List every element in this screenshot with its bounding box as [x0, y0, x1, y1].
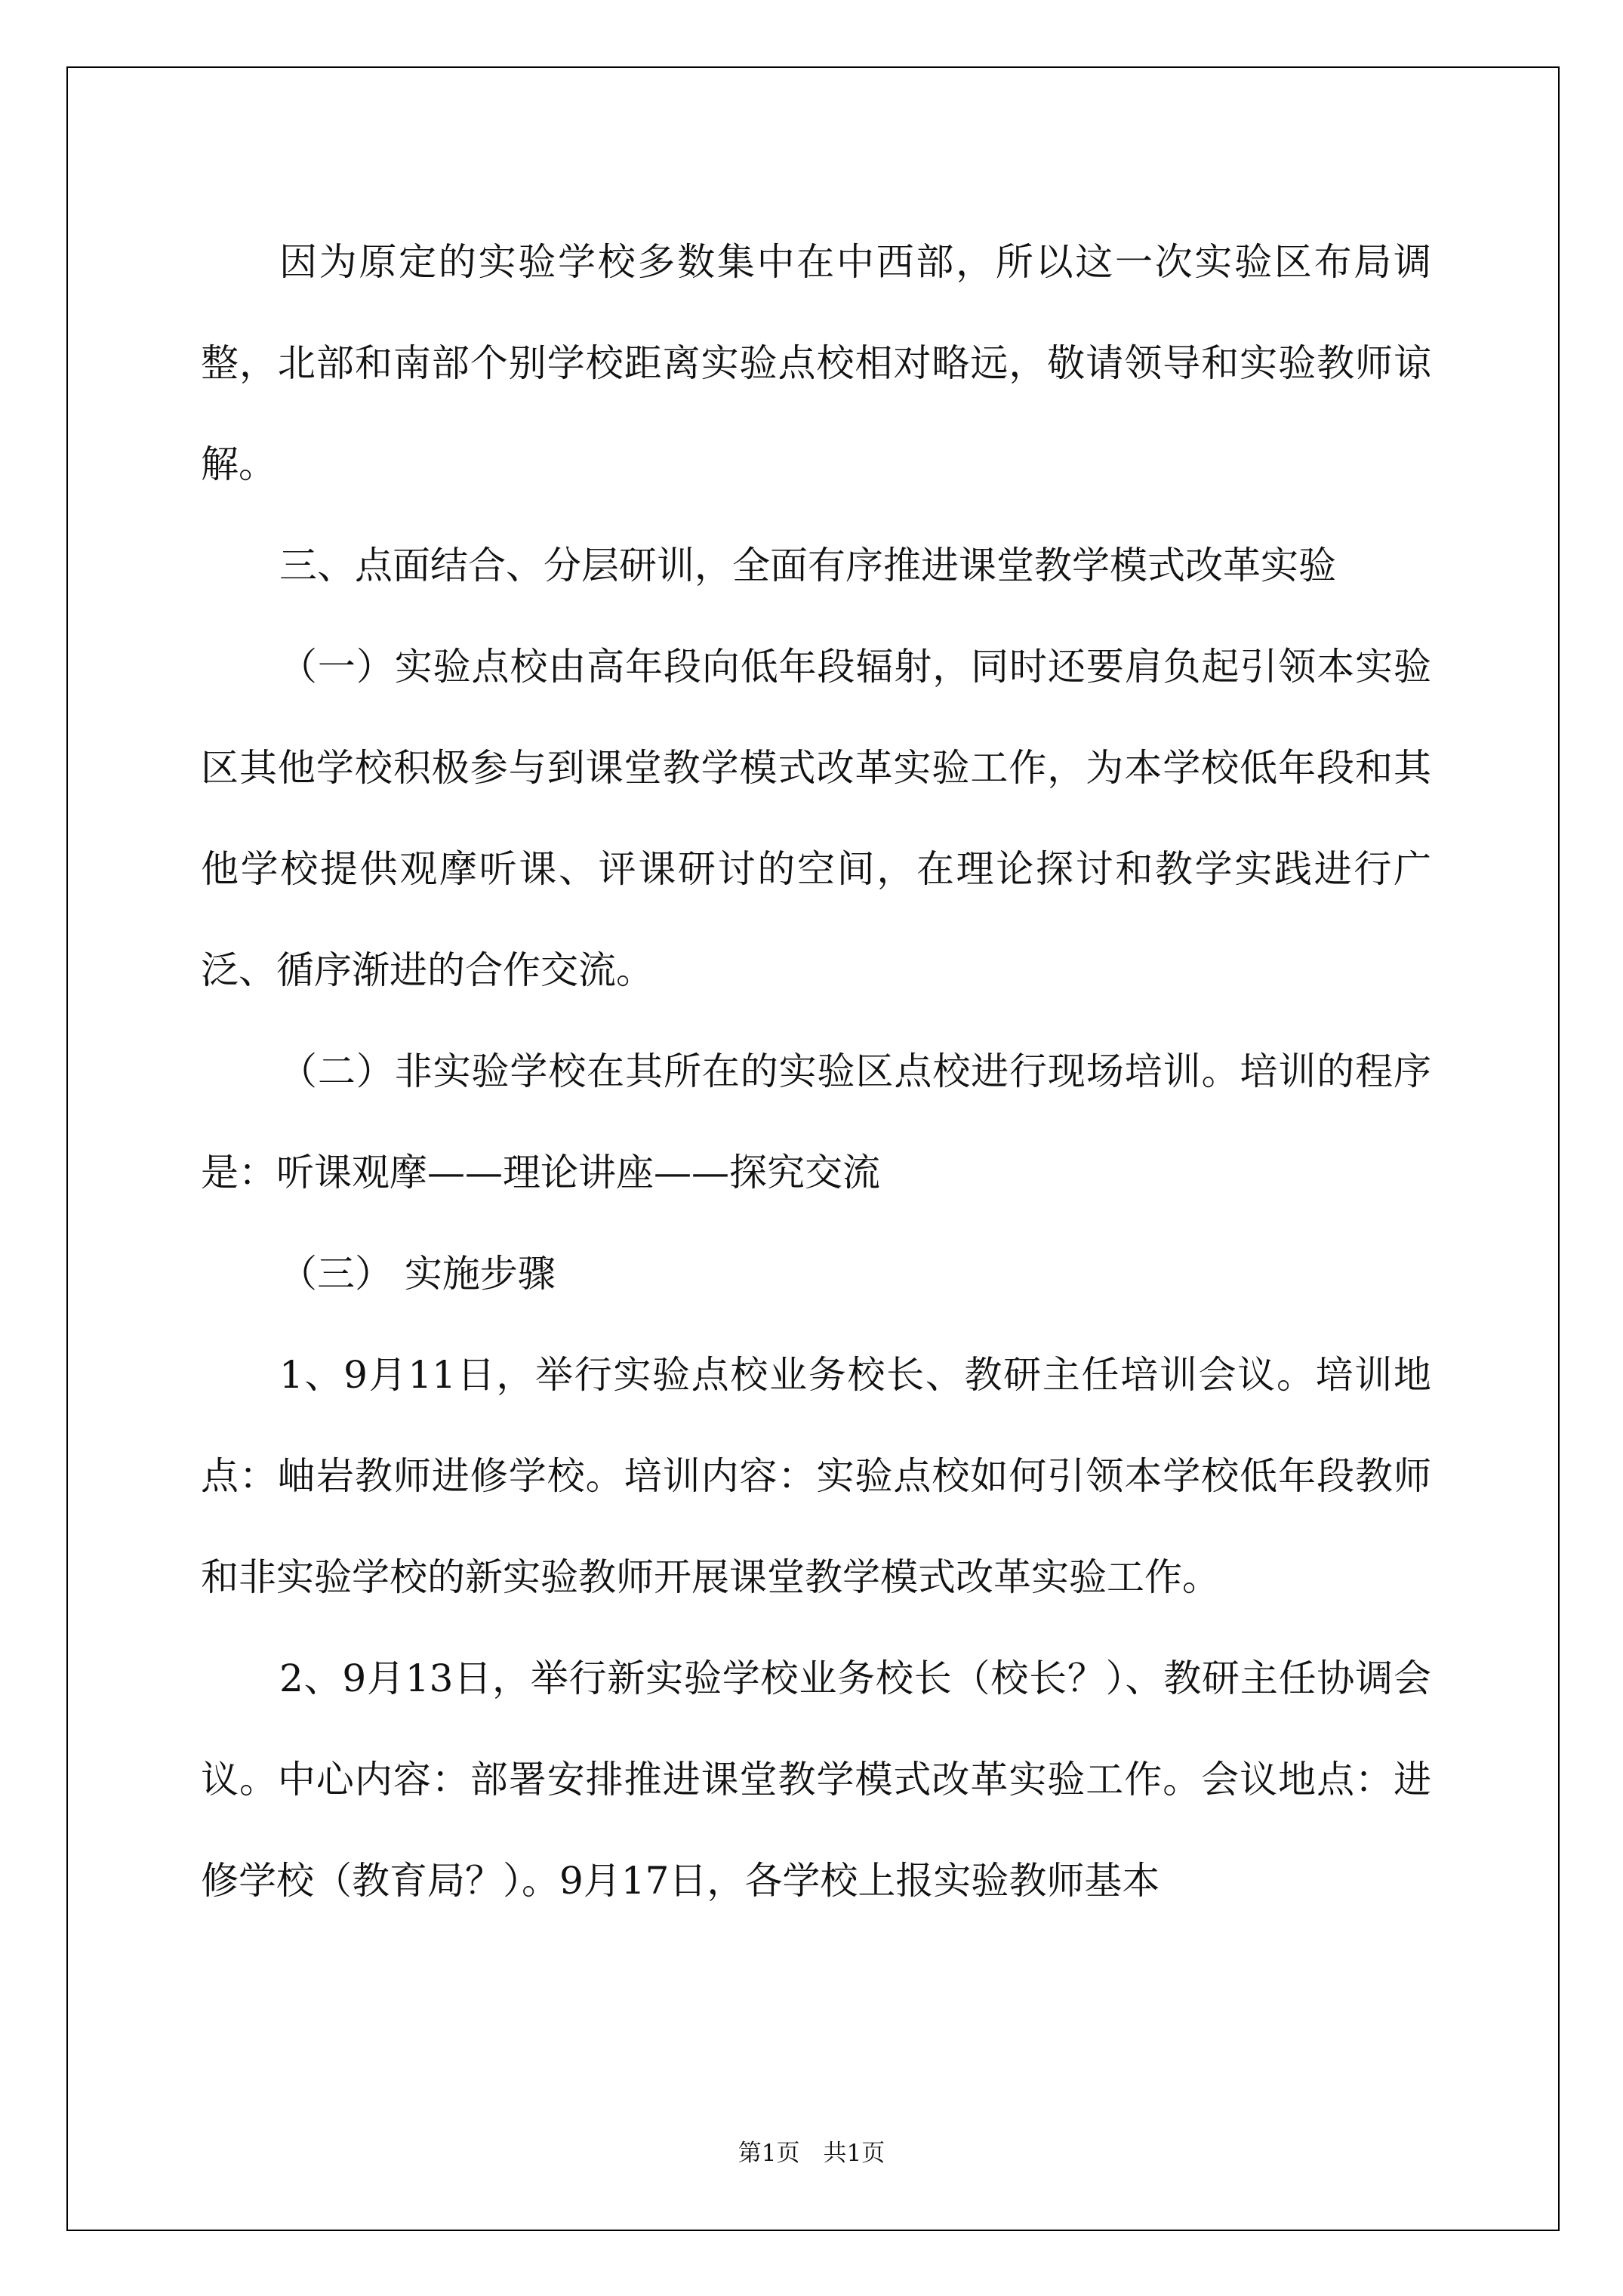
page-footer — [0, 2134, 1623, 2168]
paragraph-item-two: （二）非实验学校在其所在的实验区点校进行现场培训。培训的程序是：听课观摩——理论讲座——探究交流 — [201, 1049, 1431, 1194]
document-body — [201, 211, 1431, 1931]
subheading-steps: （三） 实施步骤 — [279, 1252, 556, 1296]
paragraph-step-two: 2、9月13日，举行新实验学校业务校长（校长？）、教研主任协调会议。中心内容：部署安排推进课堂教学模式改革实验工作。会议地点：进修学校（教育局？）。9月17日，各学校上报实验教师基本 — [201, 1657, 1431, 1903]
paragraph-layout-note: 因为原定的实验学校多数集中在中西部，所以这一次实验区布局调整，北部和南部个别学校距离实验点校相对略远，敬请领导和实验教师谅解。 — [201, 240, 1431, 486]
paragraph-item-one: （一）实验点校由高年段向低年段辐射，同时还要肩负起引领本实验区其他学校积极参与到课堂教学模式改革实验工作，为本学校低年段和其他学校提供观摩听课、评课研讨的空间，在理论探讨和教学实践进行广泛、循序渐进的合作交流。 — [201, 645, 1431, 992]
paragraph-step-one: 1、9月11日，举行实验点校业务校长、教研主任培训会议。培训地点：岫岩教师进修学校。培训内容：实验点校如何引领本学校低年段教师和非实验学校的新实验教师开展课堂教学模式改革实验工作。 — [201, 1353, 1431, 1599]
page-number: 第1页 共1页 — [738, 2140, 885, 2167]
section-heading-three: 三、点面结合、分层研训，全面有序推进课堂教学模式改革实验 — [279, 544, 1336, 587]
